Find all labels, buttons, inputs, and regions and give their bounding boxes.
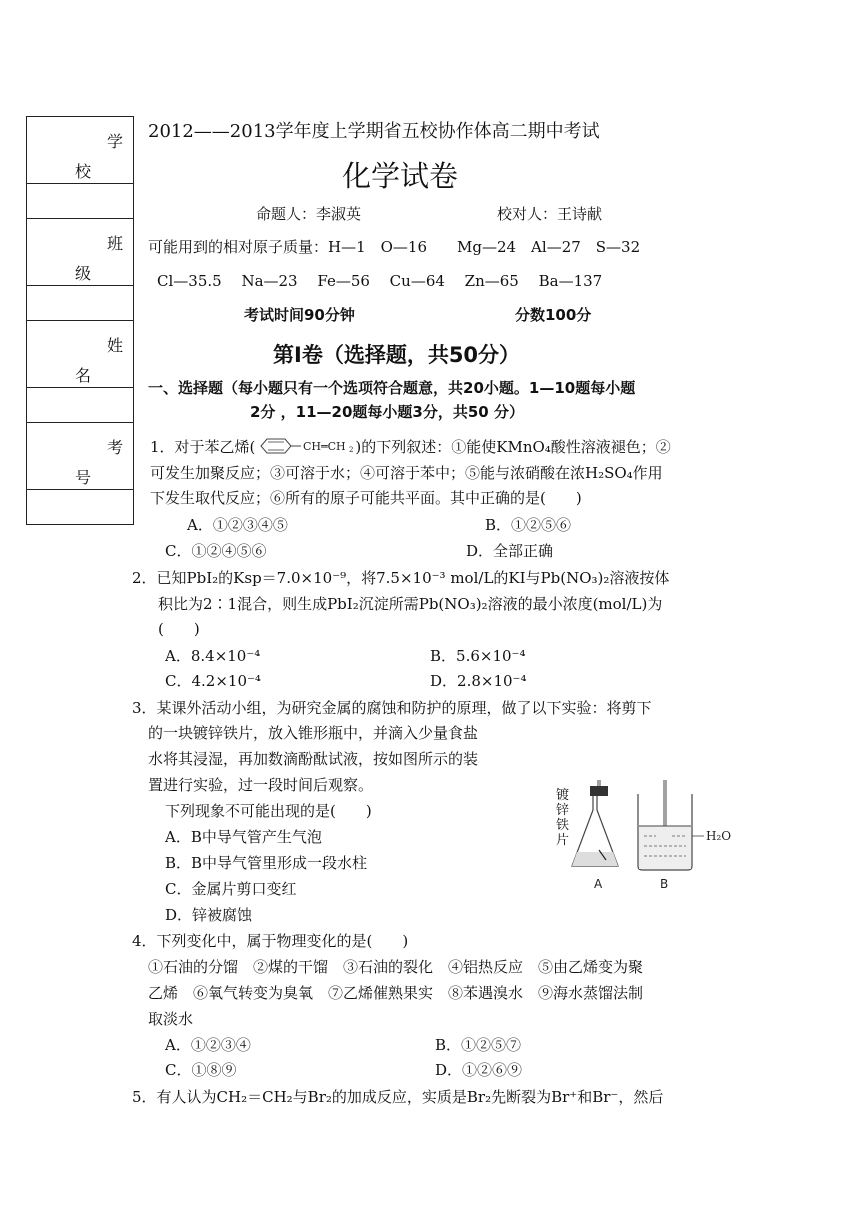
styrene-structure-icon <box>255 436 355 456</box>
exam-time: 考试时间90分钟 <box>244 306 355 324</box>
class-label-1: 班 <box>106 234 123 253</box>
school-label-1: 学 <box>106 132 123 151</box>
q3-option-b[interactable]: B．B中导气管里形成一段水柱 <box>165 854 368 872</box>
q2-line-2: 积比为2∶1混合，则生成PbI₂沉淀所需Pb(NO₃)₂溶液的最小浓度(mol/L)为 <box>158 595 663 613</box>
number-field[interactable] <box>27 423 134 490</box>
q1-option-d[interactable]: D．全部正确 <box>466 542 554 560</box>
q2-option-c[interactable]: C．4.2×10⁻⁴ <box>165 672 261 690</box>
q4-line-2: ①石油的分馏 ②煤的干馏 ③石油的裂化 ④铝热反应 ⑤由乙烯变为聚 <box>148 958 644 976</box>
q1-line-2: 可发生加聚反应；③可溶于水；④可溶于苯中；⑤能与浓硝酸在浓H₂SO₄作用 <box>150 464 663 482</box>
q4-option-c[interactable]: C．①⑧⑨ <box>165 1061 237 1079</box>
student-info-table <box>26 116 134 525</box>
number-label-2: 号 <box>75 468 92 487</box>
class-label-2: 级 <box>75 264 92 283</box>
q3-line-4: 置进行实验，过一段时间后观察。 <box>148 776 374 794</box>
svg-text:2: 2 <box>349 446 354 454</box>
atomic-mass-line-2: Cl—35.5 Na—23 Fe—56 Cu—64 Zn—65 Ba—137 <box>157 272 603 290</box>
class-field[interactable] <box>27 219 134 286</box>
stopper-icon <box>590 786 608 796</box>
exam-title: 2012——2013学年度上学期省五校协作体高二期中考试 <box>148 121 600 142</box>
atomic-mass-line-1: 可能用到的相对原子质量：H—1 O—16 Mg—24 Al—27 S—32 <box>148 238 641 256</box>
q1-option-a[interactable]: A．①②③④⑤ <box>187 516 288 534</box>
q3-option-d[interactable]: D．锌被腐蚀 <box>165 906 253 924</box>
q3-line-3: 水将其浸湿，再加数滴酚酞试液，按如图所示的装 <box>148 750 479 768</box>
q3-line-2: 的一块镀锌铁片，放入锥形瓶中，并滴入少量食盐 <box>148 724 479 742</box>
name-label-2: 名 <box>75 366 92 385</box>
apparatus-figure <box>552 780 742 892</box>
q4-option-a[interactable]: A．①②③④ <box>165 1036 251 1054</box>
q1-option-b[interactable]: B．①②⑤⑥ <box>485 516 572 534</box>
checker: 校对人：王诗献 <box>497 205 603 223</box>
q1-line-1 <box>150 436 671 457</box>
q2-line-1: 2．已知PbI₂的Ksp＝7.0×10⁻⁹，将7.5×10⁻³ mol/L的KI与Pb(NO₃)₂溶液按体 <box>132 569 670 587</box>
q1-line-1-post: )的下列叙述：①能使KMnO₄酸性溶液褪色；② <box>355 438 671 456</box>
q2-option-b[interactable]: B．5.6×10⁻⁴ <box>430 647 526 665</box>
section-instructions-2: 2分 ，11—20题每小题3分，共50 分） <box>250 403 524 421</box>
q1-option-c[interactable]: C．①②④⑤⑥ <box>165 542 267 560</box>
q3-line-1: 3．某课外活动小组，为研究金属的腐蚀和防护的原理，做了以下实验：将剪下 <box>132 699 652 717</box>
q4-line-1: 4．下列变化中，属于物理变化的是( ) <box>132 932 409 950</box>
subject-title: 化学试卷 <box>342 159 459 193</box>
figure-label-water: H₂O <box>706 829 732 843</box>
author: 命题人：李淑英 <box>256 205 362 223</box>
styrene-group: CH═CH <box>303 440 347 453</box>
figure-label-left: 镀锌铁片 <box>556 788 570 848</box>
number-label-1: 考 <box>106 438 123 457</box>
section-title: 第Ⅰ卷（选择题，共50分） <box>273 343 521 367</box>
q3-option-c[interactable]: C．金属片剪口变红 <box>165 880 297 898</box>
q1-line-1-pre: 1．对于苯乙烯( <box>150 438 256 456</box>
q4-option-b[interactable]: B．①②⑤⑦ <box>435 1036 522 1054</box>
class-input-cell[interactable] <box>27 286 134 321</box>
figure-label-a: A <box>594 877 603 891</box>
name-label-1: 姓 <box>106 336 123 355</box>
number-input-cell[interactable] <box>27 490 134 525</box>
q5-line-1: 5．有人认为CH₂＝CH₂与Br₂的加成反应，实质是Br₂先断裂为Br⁺和Br⁻，然后 <box>132 1088 664 1106</box>
name-field[interactable] <box>27 321 134 388</box>
q3-line-5: 下列现象不可能出现的是( ) <box>165 802 372 820</box>
section-instructions-1: 一、选择题（每小题只有一个选项符合题意，共20小题。1—10题每小题 <box>148 379 636 397</box>
q1-line-3: 下发生取代反应；⑥所有的原子可能共平面。其中正确的是( ) <box>150 489 582 507</box>
score: 分数100分 <box>515 306 592 324</box>
figure-label-b: B <box>660 877 669 891</box>
name-input-cell[interactable] <box>27 388 134 423</box>
q2-option-d[interactable]: D．2.8×10⁻⁴ <box>430 672 527 690</box>
school-field[interactable] <box>27 117 134 184</box>
q4-line-3: 乙烯 ⑥氧气转变为臭氧 ⑦乙烯催熟果实 ⑧苯遇溴水 ⑨海水蒸馏法制 <box>148 984 644 1002</box>
q2-option-a[interactable]: A．8.4×10⁻⁴ <box>165 647 261 665</box>
q4-line-4: 取淡水 <box>148 1010 194 1028</box>
q2-line-3: ( ) <box>158 620 200 638</box>
school-input-cell[interactable] <box>27 184 134 219</box>
q4-option-d[interactable]: D．①②⑥⑨ <box>435 1061 523 1079</box>
school-label-2: 校 <box>75 162 92 181</box>
q3-option-a[interactable]: A．B中导气管产生气泡 <box>165 828 322 846</box>
